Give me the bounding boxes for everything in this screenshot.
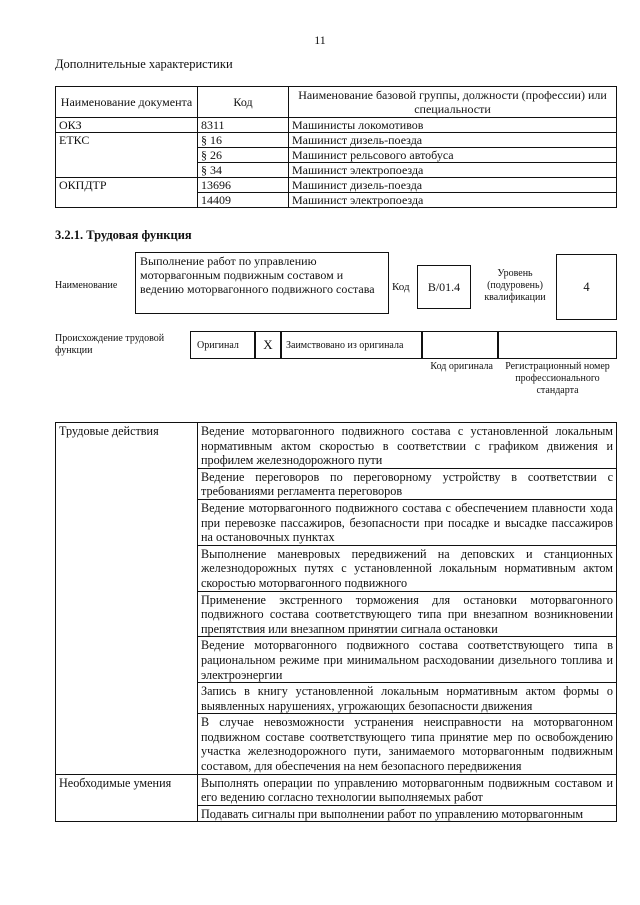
labor-action: Ведение моторвагонного подвижного состава с обеспечением плавности хода при перевозке пассажиров, безопасности при посадке и высадке пассажиров на остановочных пунктах: [198, 499, 617, 545]
labor-action: Выполнение маневровых передвижений на деповских и станционных железнодорожных путях с установленной локальным нормативным актом скоростью моторвагонного подвижного: [198, 545, 617, 591]
function-name-box: Выполнение работ по управлению моторвагонным подвижным составом и ведению моторвагонного подвижного состава: [135, 252, 389, 314]
cell-code: § 34: [198, 163, 289, 178]
cell-code: 14409: [198, 193, 289, 208]
original-code-cell: [422, 331, 498, 359]
cell-code: 13696: [198, 178, 289, 193]
cell-code: § 16: [198, 133, 289, 148]
section-heading-function: 3.2.1. Трудовая функция: [55, 228, 192, 242]
level-label: Уровень (подуровень) квалификации: [484, 268, 546, 303]
origin-label: Происхождение трудовой функции: [55, 333, 165, 356]
labor-actions-label: Трудовые действия: [56, 423, 198, 775]
section-heading-extra: Дополнительные характеристики: [55, 57, 233, 71]
labor-action: Ведение моторвагонного подвижного состава с установленной локальным нормативным актом скоростью в соответствии с графиком движения и профилем железнодорожного пути: [198, 423, 617, 469]
reg-number-cell: [498, 331, 617, 359]
page-number: 11: [314, 33, 326, 47]
cell-name: Машинист рельсового автобуса: [289, 148, 617, 163]
table-row: [56, 423, 617, 469]
function-code-box: В/01.4: [417, 265, 471, 309]
cell-name: Машинист дизель-поезда: [289, 133, 617, 148]
original-cell: Оригинал: [190, 331, 255, 359]
cell-name: Машинисты локомотивов: [289, 118, 617, 133]
labor-action: Ведение переговоров по переговорному устройству в соответствии с требованиями регламента переговоров: [198, 468, 617, 499]
skills-label: Необходимые умения: [56, 774, 198, 822]
name-label: Наименование: [55, 280, 118, 291]
cell-doc: ОКПДТР: [56, 178, 198, 208]
labor-action: Ведение моторвагонного подвижного состава соответствующего типа в рациональном режиме при минимальном расходовании дизельного топлива и электроэнергии: [198, 637, 617, 683]
cell-name: Машинист электропоезда: [289, 193, 617, 208]
header-code: Код: [198, 87, 289, 118]
borrowed-cell: Заимствовано из оригинала: [281, 331, 422, 359]
table-row: [56, 133, 617, 148]
labor-functions-table: [55, 422, 617, 822]
cell-name: Машинист электропоезда: [289, 163, 617, 178]
code-label: Код: [392, 281, 410, 293]
table-header-row: [56, 87, 617, 118]
cell-code: § 26: [198, 148, 289, 163]
cell-doc: ОКЗ: [56, 118, 198, 133]
cell-code: 8311: [198, 118, 289, 133]
labor-action: Применение экстренного торможения для остановки моторвагонного подвижного состава соответствующего типа при внезапном возникновении препятствия или внезапном принятии сигнала остановки: [198, 591, 617, 637]
reg-number-caption: Регистрационный номер профессионального стандарта: [505, 361, 610, 396]
extra-characteristics-table: [55, 86, 617, 208]
original-mark: X: [255, 331, 281, 359]
header-doc: Наименование документа: [56, 87, 198, 118]
original-code-caption: Код оригинала: [430, 361, 493, 372]
table-row: [56, 178, 617, 193]
header-name: Наименование базовой группы, должности (профессии) или специальности: [289, 87, 617, 118]
qualification-level-box: 4: [556, 254, 617, 320]
table-row: [56, 774, 617, 805]
origin-row: [190, 331, 617, 359]
table-row: [56, 118, 617, 133]
skill-item: Выполнять операции по управлению моторвагонным подвижным составом и его ведению согласно технологии выполняемых работ: [198, 774, 617, 805]
cell-doc: ЕТКС: [56, 133, 198, 178]
labor-action: Запись в книгу установленной локальным нормативным актом формы о выявленных нарушениях, угрожающих безопасности движения: [198, 683, 617, 714]
cell-name: Машинист дизель-поезда: [289, 178, 617, 193]
labor-action: В случае невозможности устранения неисправности на моторвагонном подвижном составе соответствующего типа принятие мер по освобождению участка железнодорожного пути, занимаемого моторвагонным подвижным составом, для обеспечения на нем безопасного передвижения: [198, 714, 617, 774]
skill-item: Подавать сигналы при выполнении работ по управлению моторвагонным: [198, 805, 617, 822]
